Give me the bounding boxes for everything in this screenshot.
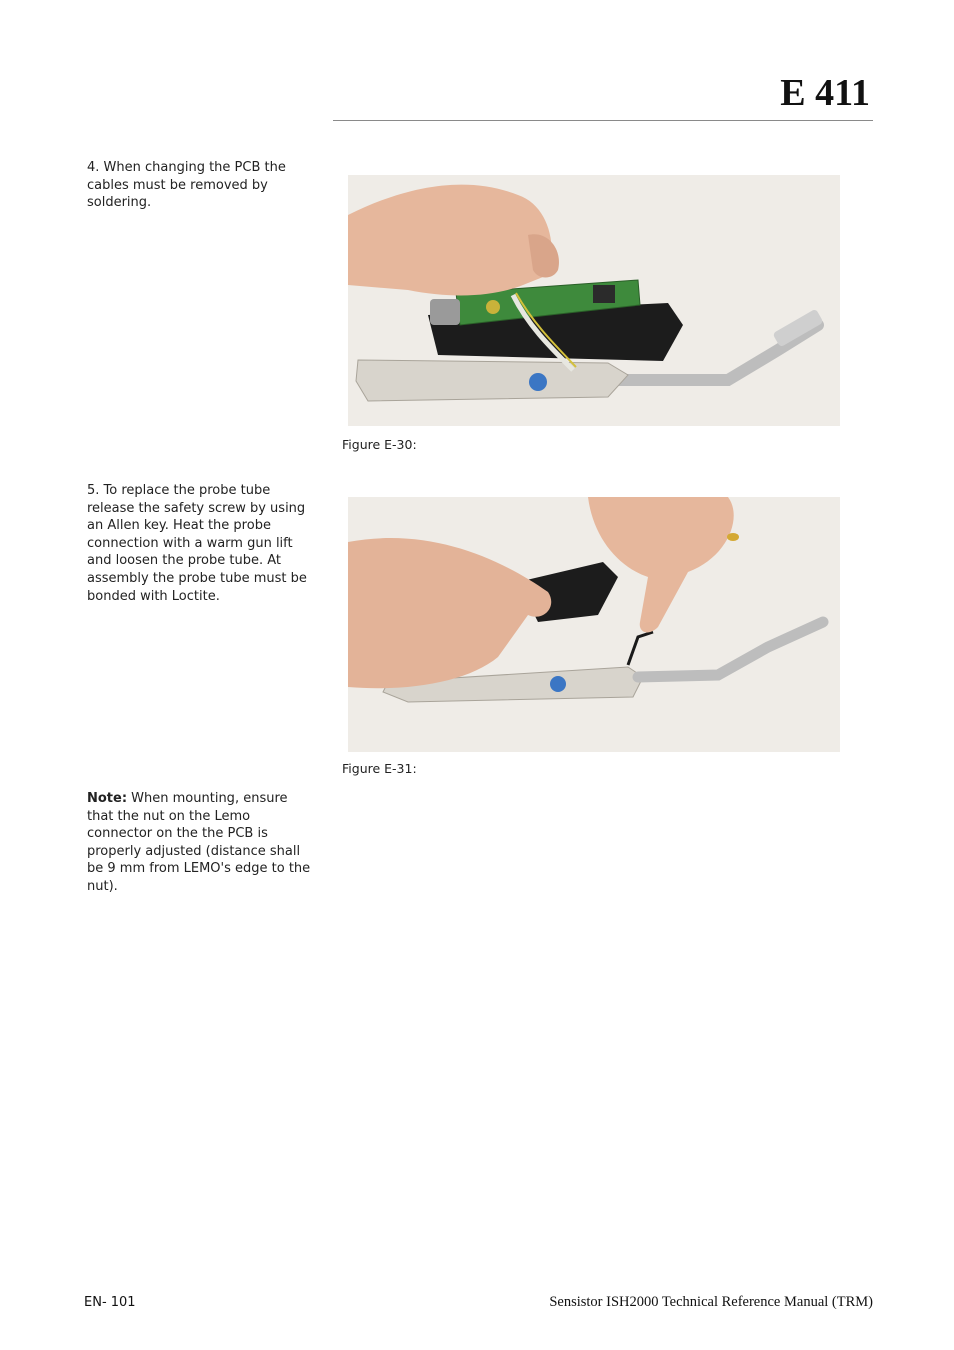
blue-seal (529, 373, 547, 391)
probe-tube-replacement-illustration (348, 497, 840, 752)
header-divider (333, 120, 873, 121)
figure-e31-caption: Figure E-31: (342, 761, 417, 776)
manual-title: Sensistor ISH2000 Technical Reference Manual (TRM) (549, 1294, 873, 1310)
lemo-connector (430, 299, 460, 325)
step-5-text: 5. To replace the probe tube release the safety screw by using an Allen key. Heat the probe connection with a warm gun lift and loosen the probe tube. At assembly the probe tube must be bonded with Loctite. (87, 483, 307, 604)
step-4-text: 4. When changing the PCB the cables must be removed by soldering. (87, 160, 286, 211)
pcb-removal-illustration (348, 175, 840, 426)
blue-seal (550, 676, 566, 692)
figure-e30-caption: Figure E-30: (342, 437, 417, 452)
figure-e31-photo (348, 497, 840, 752)
note-body: When mounting, ensure that the nut on the Lemo connector on the the PCB is properly adjusted (distance shall be 9 mm from LEMO's edge to the nut). (87, 791, 311, 894)
probe-handle-base (356, 360, 628, 401)
note-text (87, 790, 312, 896)
page-number: EN- 101 (84, 1295, 136, 1310)
ring (727, 533, 739, 541)
figure-e30-photo (348, 175, 840, 426)
chapter-title: E 411 (780, 72, 870, 114)
note-label: Note: (87, 791, 128, 806)
